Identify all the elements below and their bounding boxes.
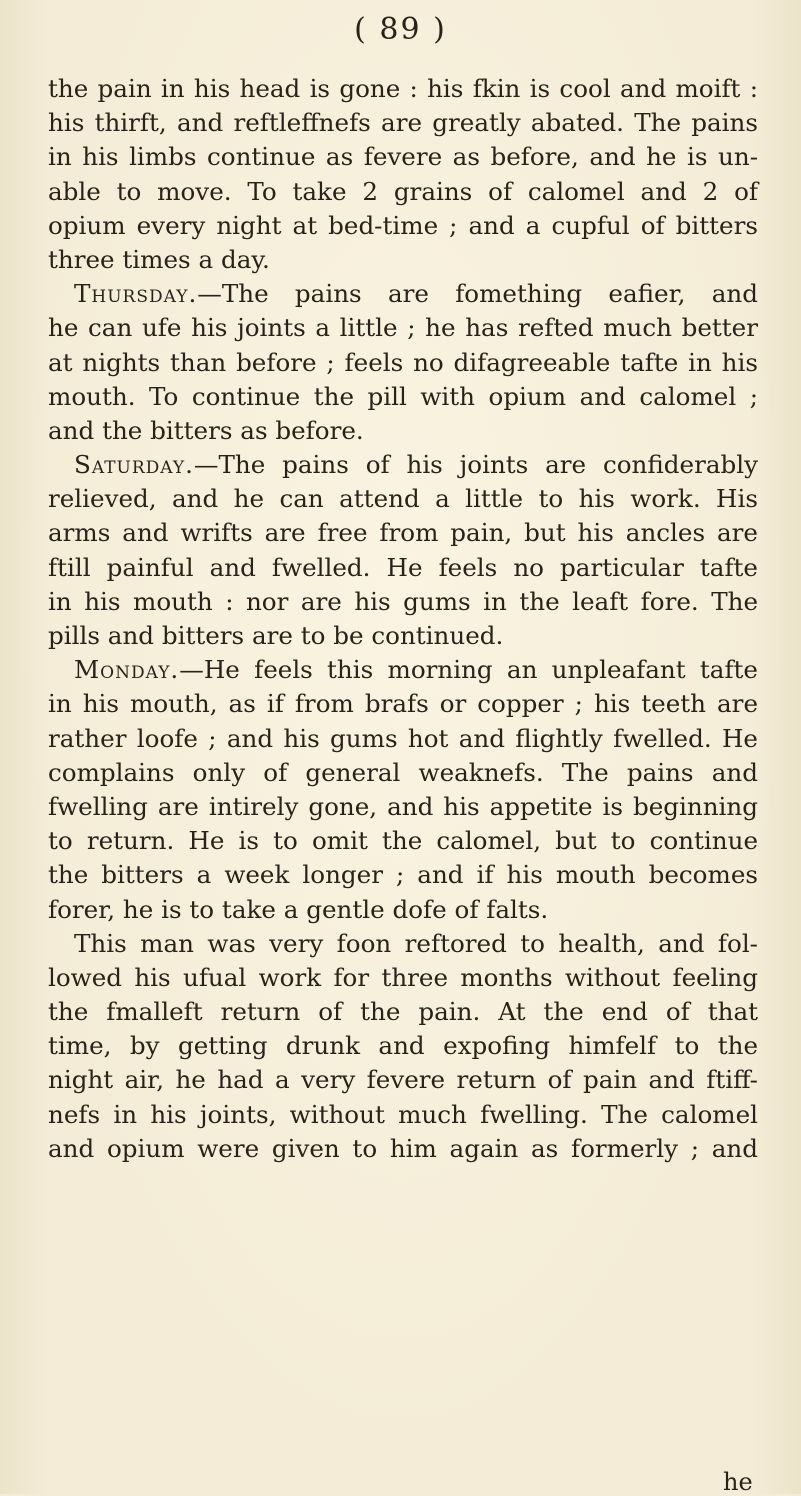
text-line: Saturday.—The pains of his joints are confiderably [74, 450, 758, 480]
text-line: lowed his ufual work for three months without feeling [48, 962, 758, 992]
text-line: in his mouth : nor are his gums in the leaft fore. The [48, 586, 758, 616]
text-line: to return. He is to omit the calomel, but to continue [48, 826, 758, 856]
text-line: in his limbs continue as fevere as before, and he is un- [48, 142, 758, 172]
text-line: night air, he had a very fevere return of pain and ftiff- [48, 1065, 758, 1095]
text-line: Monday.—He feels this morning an unpleafant tafte [74, 655, 758, 685]
text-line: ftill painful and fwelled. He feels no particular tafte [48, 552, 758, 582]
text-line: pills and bitters are to be continued. [48, 621, 504, 650]
catchword: he [723, 1468, 753, 1496]
text-line: and the bitters as before. [48, 415, 364, 445]
text-line: time, by getting drunk and expofing himfelf to the [48, 1031, 758, 1061]
text-line: mouth. To continue the pill with opium and calomel ; [48, 381, 758, 411]
text-line: his thirft, and reftleffnefs are greatly abated. The pains [48, 108, 758, 138]
text-line: relieved, and he can attend a little to his work. His [48, 484, 758, 514]
text-line: the pain in his head is gone : his fkin is cool and moift : [48, 74, 758, 103]
text-line: complains only of general weaknefs. The pains and [48, 757, 758, 787]
text-line: the fmalleft return of the pain. At the end of that [48, 997, 758, 1027]
text-line: at nights than before ; feels no difagreeable tafte in his [48, 347, 758, 377]
text-line: arms and wrifts are free from pain, but his ancles are [48, 518, 758, 548]
text-line: fwelling are intirely gone, and his appetite is beginning [48, 791, 758, 821]
text-line: forer, he is to take a gentle dofe of falts. [48, 894, 549, 924]
text-line: rather loofe ; and his gums hot and flightly fwelled. He [48, 723, 758, 753]
text-line: in his mouth, as if from brafs or copper ; his teeth are [48, 689, 758, 719]
text-line: the bitters a week longer ; and if his mouth becomes [48, 860, 758, 890]
text-line: he can ufe his joints a little ; he has refted much better [48, 313, 758, 343]
text-line: opium every night at bed-time ; and a cupful of bitters [48, 210, 758, 240]
text-line: able to move. To take 2 grains of calomel and 2 of [48, 176, 758, 206]
text-line: This man was very foon reftored to health, and fol- [74, 928, 758, 958]
text-line: three times a day. [48, 244, 270, 274]
text-line: and opium were given to him again as formerly ; and [48, 1133, 758, 1163]
text-line: nefs in his joints, without much fwelling. The calomel [48, 1099, 758, 1129]
page-number: ( 89 ) [354, 12, 447, 47]
body-text [48, 72, 758, 1166]
text-line: Thursday.—The pains are fomething eafier, and [74, 279, 758, 309]
